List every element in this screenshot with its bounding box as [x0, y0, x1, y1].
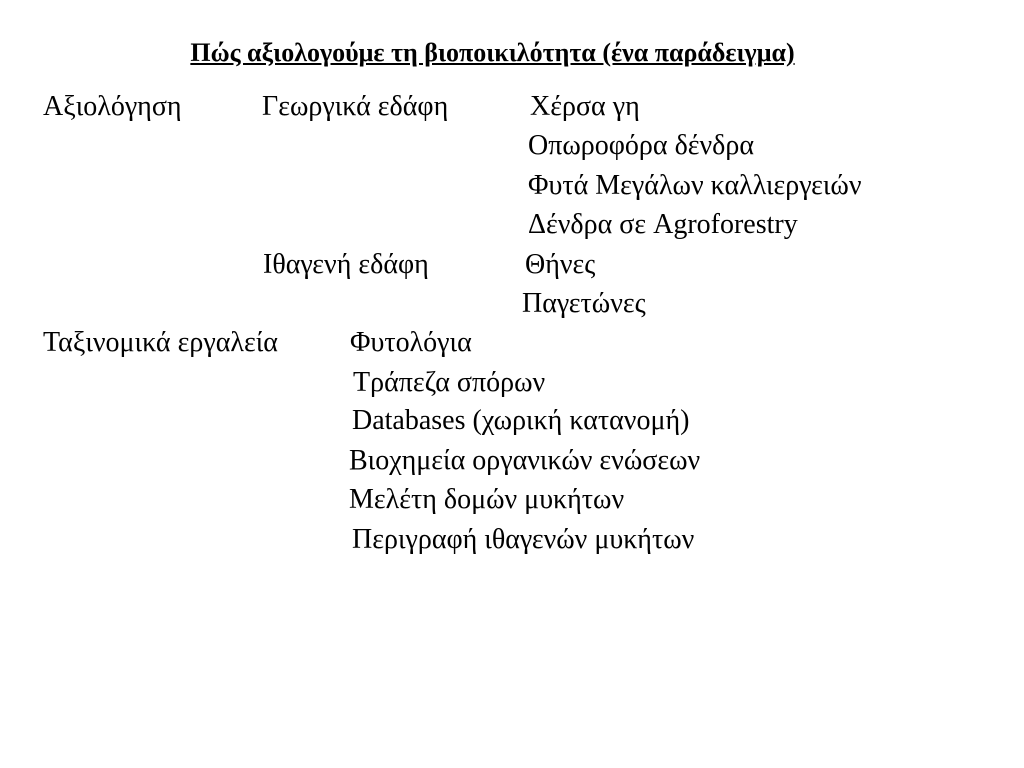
slide-title: Πώς αξιολογούμε τη βιοποικιλότητα (ένα παράδειγμα)	[190, 38, 795, 67]
native-item: Παγετώνες	[522, 288, 646, 319]
native-land-label: Ιθαγενή εδάφη	[263, 249, 429, 280]
assessment-label: Αξιολόγηση	[43, 91, 182, 122]
agricultural-land-label: Γεωργικά εδάφη	[262, 91, 449, 122]
taxonomic-tools-label: Ταξινομικά εργαλεία	[43, 327, 278, 358]
agricultural-item: Χέρσα γη	[530, 91, 640, 122]
taxonomic-item: Περιγραφή ιθαγενών μυκήτων	[352, 524, 695, 555]
agricultural-item: Οπωροφόρα δένδρα	[528, 130, 755, 161]
taxonomic-item: Βιοχημεία οργανικών ενώσεων	[349, 445, 701, 476]
agricultural-item: Δένδρα σε Agroforestry	[528, 209, 798, 240]
native-item: Θήνες	[525, 249, 596, 280]
taxonomic-item: Μελέτη δομών μυκήτων	[349, 484, 625, 515]
taxonomic-item: Databases (χωρική κατανομή)	[352, 405, 690, 436]
taxonomic-item: Τράπεζα σπόρων	[353, 367, 546, 398]
taxonomic-item: Φυτολόγια	[350, 327, 472, 358]
agricultural-item: Φυτά Μεγάλων καλλιεργειών	[528, 170, 862, 201]
